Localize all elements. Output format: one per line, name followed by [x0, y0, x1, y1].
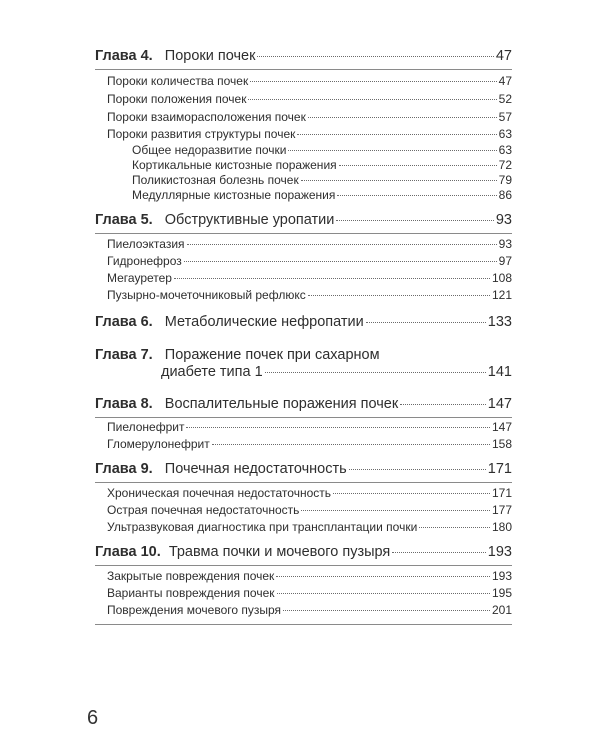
dot-leader — [276, 575, 490, 577]
entry-title: Поликистозная болезнь почек — [132, 173, 299, 187]
toc-chapter-9[interactable] — [95, 461, 512, 477]
dot-leader — [337, 194, 496, 196]
section-divider — [95, 69, 512, 70]
toc-chapter-6[interactable] — [95, 314, 512, 330]
page-ref: 141 — [487, 364, 512, 380]
entry-title: Медуллярные кистозные поражения — [132, 188, 336, 202]
entry-title: Закрытые повреждения почек — [107, 569, 275, 583]
entry-title: Пиелонефрит — [107, 420, 185, 434]
dot-leader — [297, 133, 496, 135]
dot-leader — [184, 260, 497, 262]
page-ref: 193 — [487, 544, 512, 560]
toc-entry[interactable] — [107, 420, 512, 434]
entry-title: Пороки положения почек — [107, 92, 247, 106]
chapter-title: Метаболические нефропатии — [164, 314, 364, 330]
dot-leader — [392, 551, 486, 553]
toc-entry[interactable] — [107, 254, 512, 268]
dot-leader — [212, 443, 490, 445]
page-ref: 57 — [498, 110, 512, 124]
dot-leader — [250, 80, 496, 82]
dot-leader — [336, 219, 493, 221]
toc-entry[interactable] — [107, 603, 512, 617]
toc-entry[interactable] — [107, 503, 512, 517]
toc-subentry[interactable] — [132, 173, 512, 187]
dot-leader — [288, 149, 496, 151]
toc-entry[interactable] — [107, 110, 512, 124]
toc-entry[interactable] — [107, 74, 512, 88]
toc-entry[interactable] — [107, 237, 512, 251]
page-ref: 171 — [487, 461, 512, 477]
page-ref: 147 — [491, 420, 512, 434]
entry-title: Кортикальные кистозные поражения — [132, 158, 337, 172]
toc-subentry[interactable] — [132, 188, 512, 202]
page-ref: 79 — [498, 173, 512, 187]
entry-title: Гломерулонефрит — [107, 437, 210, 451]
section-divider — [95, 417, 512, 418]
dot-leader — [257, 55, 493, 57]
toc-entry[interactable] — [107, 437, 512, 451]
entry-title: Пороки развития структуры почек — [107, 127, 296, 141]
dot-leader — [248, 98, 496, 100]
dot-leader — [186, 426, 490, 428]
chapter-title: Почечная недостаточность — [164, 461, 347, 477]
entry-title: Ультразвуковая диагностика при трансплантации почки — [107, 520, 418, 534]
chapter-label: Глава 6. — [95, 314, 153, 330]
chapter-title: Поражение почек при сахарном — [164, 347, 380, 363]
toc-entry[interactable] — [107, 271, 512, 285]
toc-entry[interactable] — [107, 569, 512, 583]
toc-entry[interactable] — [107, 92, 512, 106]
section-divider — [95, 482, 512, 483]
entry-title: Пороки взаиморасположения почек — [107, 110, 306, 124]
page-ref: 195 — [491, 586, 512, 600]
page-ref: 47 — [498, 74, 512, 88]
page-ref: 63 — [498, 143, 512, 157]
chapter-label: Глава 8. — [95, 396, 153, 412]
dot-leader — [366, 321, 486, 323]
dot-leader — [277, 592, 490, 594]
toc-subentry[interactable] — [132, 143, 512, 157]
entry-title: Пороки количества почек — [107, 74, 249, 88]
toc-chapter-7-continued[interactable] — [161, 364, 512, 380]
page-ref: 201 — [491, 603, 512, 617]
toc-chapter-7[interactable] — [95, 347, 380, 363]
page-ref: 86 — [498, 188, 512, 202]
dot-leader — [265, 371, 486, 373]
chapter-label: Глава 4. — [95, 48, 153, 64]
entry-title: Повреждения мочевого пузыря — [107, 603, 282, 617]
section-divider — [95, 624, 512, 625]
toc-entry[interactable] — [107, 127, 512, 141]
toc-entry[interactable] — [107, 288, 512, 302]
dot-leader — [308, 294, 490, 296]
page-ref: 133 — [487, 314, 512, 330]
toc-entry[interactable] — [107, 486, 512, 500]
entry-title: Пиелоэктазия — [107, 237, 185, 251]
dot-leader — [349, 468, 486, 470]
page-ref: 193 — [491, 569, 512, 583]
page-ref: 147 — [487, 396, 512, 412]
toc-chapter-5[interactable] — [95, 212, 512, 228]
chapter-title: Пороки почек — [164, 48, 256, 64]
entry-title: Пузырно-мочеточниковый рефлюкс — [107, 288, 306, 302]
toc-chapter-8[interactable] — [95, 396, 512, 412]
page-ref: 177 — [491, 503, 512, 517]
chapter-title-continued: диабете типа 1 — [161, 364, 263, 380]
toc-subentry[interactable] — [132, 158, 512, 172]
chapter-label: Глава 7. — [95, 347, 153, 363]
toc-chapter-4[interactable] — [95, 48, 512, 64]
dot-leader — [301, 509, 490, 511]
dot-leader — [301, 179, 497, 181]
section-divider — [95, 233, 512, 234]
dot-leader — [400, 403, 486, 405]
page-ref: 47 — [495, 48, 512, 64]
page-ref: 171 — [491, 486, 512, 500]
toc-entry[interactable] — [107, 520, 512, 534]
chapter-title: Воспалительные поражения почек — [164, 396, 399, 412]
toc-entry[interactable] — [107, 586, 512, 600]
page-ref: 97 — [498, 254, 512, 268]
dot-leader — [283, 609, 490, 611]
chapter-label: Глава 5. — [95, 212, 153, 228]
dot-leader — [339, 164, 497, 166]
entry-title: Мегауретер — [107, 271, 172, 285]
entry-title: Гидронефроз — [107, 254, 182, 268]
dot-leader — [174, 277, 490, 279]
chapter-title: Обструктивные уропатии — [164, 212, 335, 228]
page-number: 6 — [87, 707, 99, 729]
chapter-label: Глава 10. — [95, 544, 161, 560]
page-ref: 52 — [498, 92, 512, 106]
page-ref: 72 — [498, 158, 512, 172]
page-ref: 93 — [495, 212, 512, 228]
page-ref: 108 — [491, 271, 512, 285]
dot-leader — [419, 526, 490, 528]
page-ref: 158 — [491, 437, 512, 451]
entry-title: Общее недоразвитие почки — [132, 143, 287, 157]
toc-chapter-10[interactable] — [95, 544, 512, 560]
page-ref: 63 — [498, 127, 512, 141]
page-ref: 180 — [491, 520, 512, 534]
entry-title: Хроническая почечная недостаточность — [107, 486, 332, 500]
entry-title: Варианты повреждения почек — [107, 586, 275, 600]
chapter-title: Травма почки и мочевого пузыря — [168, 544, 391, 560]
page-ref: 121 — [491, 288, 512, 302]
dot-leader — [187, 243, 497, 245]
chapter-label: Глава 9. — [95, 461, 153, 477]
entry-title: Острая почечная недостаточность — [107, 503, 300, 517]
dot-leader — [333, 492, 490, 494]
page-ref: 93 — [498, 237, 512, 251]
dot-leader — [308, 116, 497, 118]
section-divider — [95, 565, 512, 566]
